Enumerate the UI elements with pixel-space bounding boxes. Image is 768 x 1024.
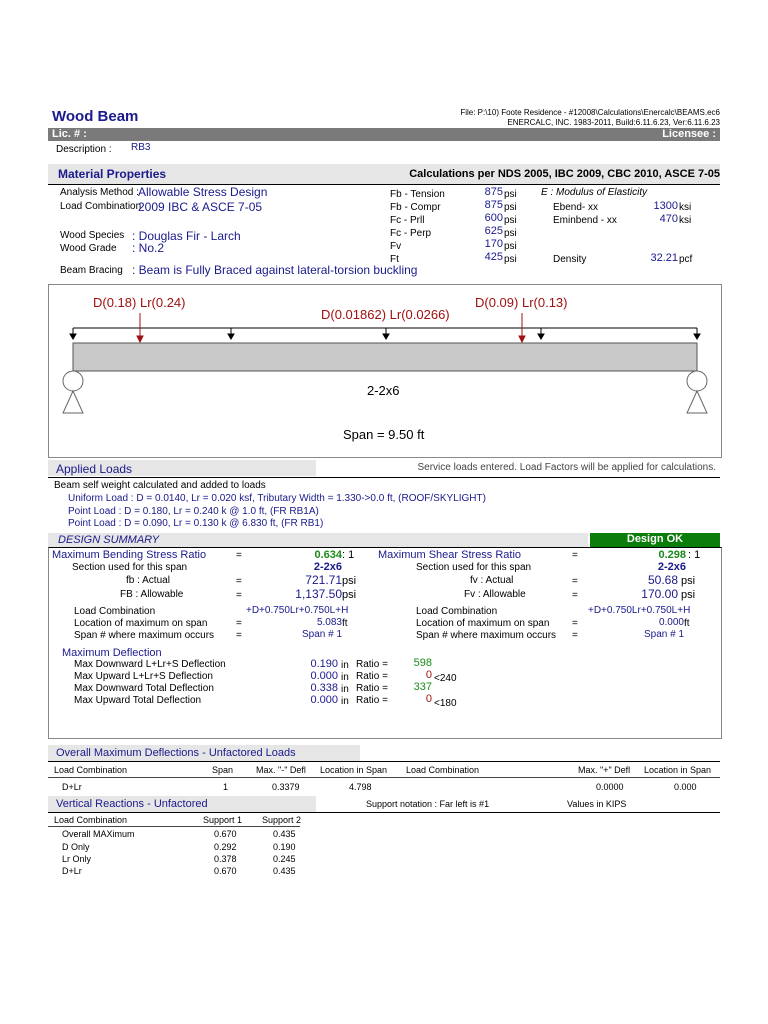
fb-actual: 721.71 xyxy=(305,573,342,587)
bend-ratio: 0.634 xyxy=(314,549,342,561)
point-load-2: Point Load : D = 0.090, Lr = 0.130 k @ 6.830 ft, (FR RB1) xyxy=(68,518,324,529)
prop-label: Fc - Perp xyxy=(390,228,432,239)
calc-note: Calculations per NDS 2005, IBC 2009, CBC 2010, ASCE 7-05 xyxy=(409,168,720,180)
load-label-right: D(0.09) Lr(0.13) xyxy=(475,295,568,310)
page-title: Wood Beam xyxy=(52,108,139,125)
description-value: RB3 xyxy=(131,142,151,153)
support-left-icon xyxy=(63,371,83,413)
table-cell: 1 xyxy=(223,782,229,792)
ratio-label: Ratio = xyxy=(356,671,388,682)
analysis-label: Analysis Method : xyxy=(60,187,139,198)
emin-value: 470 xyxy=(659,213,678,225)
prop-label: Ft xyxy=(390,254,399,265)
overall-defl-heading: Overall Maximum Deflections - Unfactored Loads xyxy=(56,747,296,759)
analysis-value: Allowable Stress Design xyxy=(138,185,268,199)
prop-unit: psi xyxy=(504,189,517,200)
bracing-value: : Beam is Fully Braced against lateral-torsion buckling xyxy=(132,263,418,277)
density-label: Density xyxy=(553,254,587,265)
shear-title: Maximum Shear Stress Ratio xyxy=(378,549,522,561)
prop-value: 600 xyxy=(484,212,503,224)
bend-loc: 5.083 xyxy=(316,617,342,628)
deflection-limit: <240 xyxy=(434,673,457,684)
equals: = xyxy=(572,550,578,561)
design-status-badge xyxy=(590,533,720,547)
bend-span: Span # 1 xyxy=(302,629,343,640)
prop-value: 425 xyxy=(484,251,503,263)
reaction-s2: 0.435 xyxy=(273,829,296,839)
divider xyxy=(48,761,720,762)
ebend-value: 1300 xyxy=(653,200,678,212)
design-status-text: Design OK xyxy=(626,533,684,545)
reaction-s2: 0.435 xyxy=(273,866,296,876)
deflection-ratio: 598 xyxy=(413,657,432,669)
deflection-label: Max Downward L+Lr+S Deflection xyxy=(74,659,226,670)
table-cell: 0.000 xyxy=(674,782,697,792)
prop-value: 170 xyxy=(484,238,503,250)
prop-value: 875 xyxy=(484,186,503,198)
shear-section-label: Section used for this span xyxy=(416,562,532,573)
reaction-s1: 0.670 xyxy=(214,866,237,876)
table-cell: 0.0000 xyxy=(596,782,624,792)
prop-value: 875 xyxy=(484,199,503,211)
density-value: 32.21 xyxy=(650,252,678,264)
license-bar xyxy=(48,128,720,141)
lic-label: Lic. # : xyxy=(52,128,87,140)
grade-value: : No.2 xyxy=(132,241,165,255)
support-notation: Support notation : Far left is #1 xyxy=(366,799,490,809)
divider xyxy=(48,477,720,478)
fv-actual-label: fv : Actual xyxy=(470,575,514,586)
deflection-value: 0.000 xyxy=(310,670,338,682)
fb-actual-label: fb : Actual xyxy=(126,575,170,586)
emin-label: Eminbend - xx xyxy=(553,215,617,226)
psi-unit: psi xyxy=(342,575,357,587)
equals: = xyxy=(572,618,578,629)
col-header: Location in Span xyxy=(320,765,388,775)
table-cell: 0.3379 xyxy=(272,782,300,792)
table-cell: 4.798 xyxy=(349,782,372,792)
table-cell: D+Lr xyxy=(62,782,82,792)
ft-unit: ft xyxy=(342,618,348,629)
species-value: : Douglas Fir - Larch xyxy=(132,229,241,243)
load-label-mid: D(0.01862) Lr(0.0266) xyxy=(321,307,450,322)
col-header: Max. "-" Defl xyxy=(256,765,306,775)
fb-allow: 1,137.50 xyxy=(295,587,342,601)
prop-unit: psi xyxy=(504,202,517,213)
shear-ratio-suffix: : 1 xyxy=(688,549,701,561)
bend-title: Maximum Bending Stress Ratio xyxy=(52,549,207,561)
psi-unit: psi xyxy=(342,589,357,601)
col-header: Load Combination xyxy=(406,765,480,775)
reaction-s2: 0.190 xyxy=(273,842,296,852)
shear-span: Span # 1 xyxy=(644,629,685,640)
prop-unit: psi xyxy=(504,228,517,239)
reaction-s1: 0.670 xyxy=(214,829,237,839)
self-weight-note: Beam self weight calculated and added to loads xyxy=(54,480,266,491)
ratio-label: Ratio = xyxy=(356,683,388,694)
col-header: Support 1 xyxy=(203,815,243,825)
values-units: Values in KIPS xyxy=(567,799,627,809)
fb-allow-label: FB : Allowable xyxy=(120,589,184,600)
shear-ratio: 0.298 xyxy=(658,549,686,561)
col-header: Span xyxy=(212,765,234,775)
uniform-load: Uniform Load : D = 0.0140, Lr = 0.020 ksf, Tributary Width = 1.330->0.0 ft, (ROOF/SKYLIGHT) xyxy=(68,493,486,504)
loadcomb-label: Load Combination xyxy=(60,201,142,212)
bend-loc-label: Location of maximum on span xyxy=(74,618,208,629)
applied-loads-heading: Applied Loads xyxy=(56,462,133,476)
deflection-label: Max Downward Total Deflection xyxy=(74,683,214,694)
equals: = xyxy=(236,618,242,629)
prop-unit: psi xyxy=(504,254,517,265)
ratio-label: Ratio = xyxy=(356,659,388,670)
reaction-lc: D Only xyxy=(62,842,90,852)
grade-label: Wood Grade xyxy=(60,243,117,254)
col-header: Location in Span xyxy=(644,765,712,775)
licensee-label: Licensee : xyxy=(662,128,716,140)
in-unit: in xyxy=(341,684,349,695)
equals: = xyxy=(572,576,578,587)
prop-unit: psi xyxy=(504,241,517,252)
ebend-label: Ebend- xx xyxy=(553,202,599,213)
ratio-label: Ratio = xyxy=(356,695,388,706)
summary-heading: DESIGN SUMMARY xyxy=(58,534,160,546)
fv-allow-label: Fv : Allowable xyxy=(464,589,526,600)
fv-allow: 170.00 xyxy=(641,587,678,601)
equals: = xyxy=(236,590,242,601)
equals: = xyxy=(236,550,242,561)
col-header: Support 2 xyxy=(262,815,302,825)
reaction-s1: 0.378 xyxy=(214,854,237,864)
beam-section-label: 2-2x6 xyxy=(367,383,400,398)
col-header: Max. "+" Defl xyxy=(578,765,631,775)
equals: = xyxy=(236,630,242,641)
deflection-limit: <180 xyxy=(434,698,457,709)
prop-label: Fb - Compr xyxy=(390,202,441,213)
reactions-heading: Vertical Reactions - Unfactored xyxy=(56,798,208,810)
divider xyxy=(48,777,720,778)
col-header: Load Combination xyxy=(54,765,128,775)
reaction-s1: 0.292 xyxy=(214,842,237,852)
equals: = xyxy=(572,630,578,641)
reaction-lc: Overall MAXimum xyxy=(62,829,135,839)
in-unit: in xyxy=(341,696,349,707)
equals: = xyxy=(572,590,578,601)
density-unit: pcf xyxy=(679,254,693,265)
psi-unit: psi xyxy=(681,589,696,601)
shear-loc-label: Location of maximum on span xyxy=(416,618,550,629)
file-path: File: P:\10) Foote Residence - #12008\Calculations\Enercalc\BEAMS.ec6 xyxy=(460,108,720,117)
load-label-left: D(0.18) Lr(0.24) xyxy=(93,295,186,310)
fv-actual: 50.68 xyxy=(647,573,678,587)
description-label: Description : xyxy=(56,144,112,155)
prop-value: 625 xyxy=(484,225,503,237)
in-unit: in xyxy=(341,672,349,683)
bend-span-label: Span # where maximum occurs xyxy=(74,630,215,641)
bend-lc: +D+0.750Lr+0.750L+H xyxy=(246,605,349,616)
deflection-value: 0.000 xyxy=(310,694,338,706)
bend-lc-label: Load Combination xyxy=(74,606,156,617)
deflection-label: Max Upward L+Lr+S Deflection xyxy=(74,671,213,682)
prop-label: Fc - Prll xyxy=(390,215,425,226)
support-right-icon xyxy=(687,371,707,413)
divider xyxy=(48,826,300,827)
ft-unit: ft xyxy=(684,618,690,629)
deflection-value: 0.338 xyxy=(310,682,338,694)
deflection-ratio: 0 xyxy=(425,669,432,681)
applied-loads-note: Service loads entered. Load Factors will be applied for calculations. xyxy=(417,462,716,473)
deflection-title: Maximum Deflection xyxy=(62,647,162,659)
shear-lc: +D+0.750Lr+0.750L+H xyxy=(588,605,691,616)
equals: = xyxy=(236,576,242,587)
bend-section: 2-2x6 xyxy=(313,561,342,573)
deflection-ratio: 0 xyxy=(425,693,432,705)
prop-label: Fb - Tension xyxy=(390,189,445,200)
species-label: Wood Species xyxy=(60,230,125,241)
col-header: Load Combination xyxy=(54,815,128,825)
distributed-load-arrows xyxy=(70,328,700,339)
loadcomb-value: 2009 IBC & ASCE 7-05 xyxy=(138,200,263,214)
reaction-lc: Lr Only xyxy=(62,854,92,864)
divider xyxy=(48,812,720,813)
point-load-1: Point Load : D = 0.180, Lr = 0.240 k @ 1.0 ft, (FR RB1A) xyxy=(68,506,319,517)
e-heading: E : Modulus of Elasticity xyxy=(541,187,648,198)
beam-diagram xyxy=(48,284,722,458)
reaction-lc: D+Lr xyxy=(62,866,82,876)
span-label: Span = 9.50 ft xyxy=(343,427,425,442)
bend-section-label: Section used for this span xyxy=(72,562,188,573)
deflection-value: 0.190 xyxy=(310,658,338,670)
shear-section: 2-2x6 xyxy=(657,561,686,573)
psi-unit: psi xyxy=(681,575,696,587)
material-heading: Material Properties xyxy=(58,167,167,181)
beam-shape xyxy=(73,343,697,371)
in-unit: in xyxy=(341,660,349,671)
company-info: ENERCALC, INC. 1983-2011, Build:6.11.6.23, Ver:6.11.6.23 xyxy=(507,118,720,127)
deflection-label: Max Upward Total Deflection xyxy=(74,695,202,706)
emin-unit: ksi xyxy=(679,215,692,226)
bracing-label: Beam Bracing xyxy=(60,265,123,276)
prop-unit: psi xyxy=(504,215,517,226)
bend-ratio-suffix: : 1 xyxy=(342,549,355,561)
deflection-ratio: 337 xyxy=(413,681,432,693)
shear-span-label: Span # where maximum occurs xyxy=(416,630,557,641)
shear-lc-label: Load Combination xyxy=(416,606,498,617)
reaction-s2: 0.245 xyxy=(273,854,296,864)
prop-label: Fv xyxy=(390,241,402,252)
ebend-unit: ksi xyxy=(679,202,692,213)
shear-loc: 0.000 xyxy=(658,617,684,628)
